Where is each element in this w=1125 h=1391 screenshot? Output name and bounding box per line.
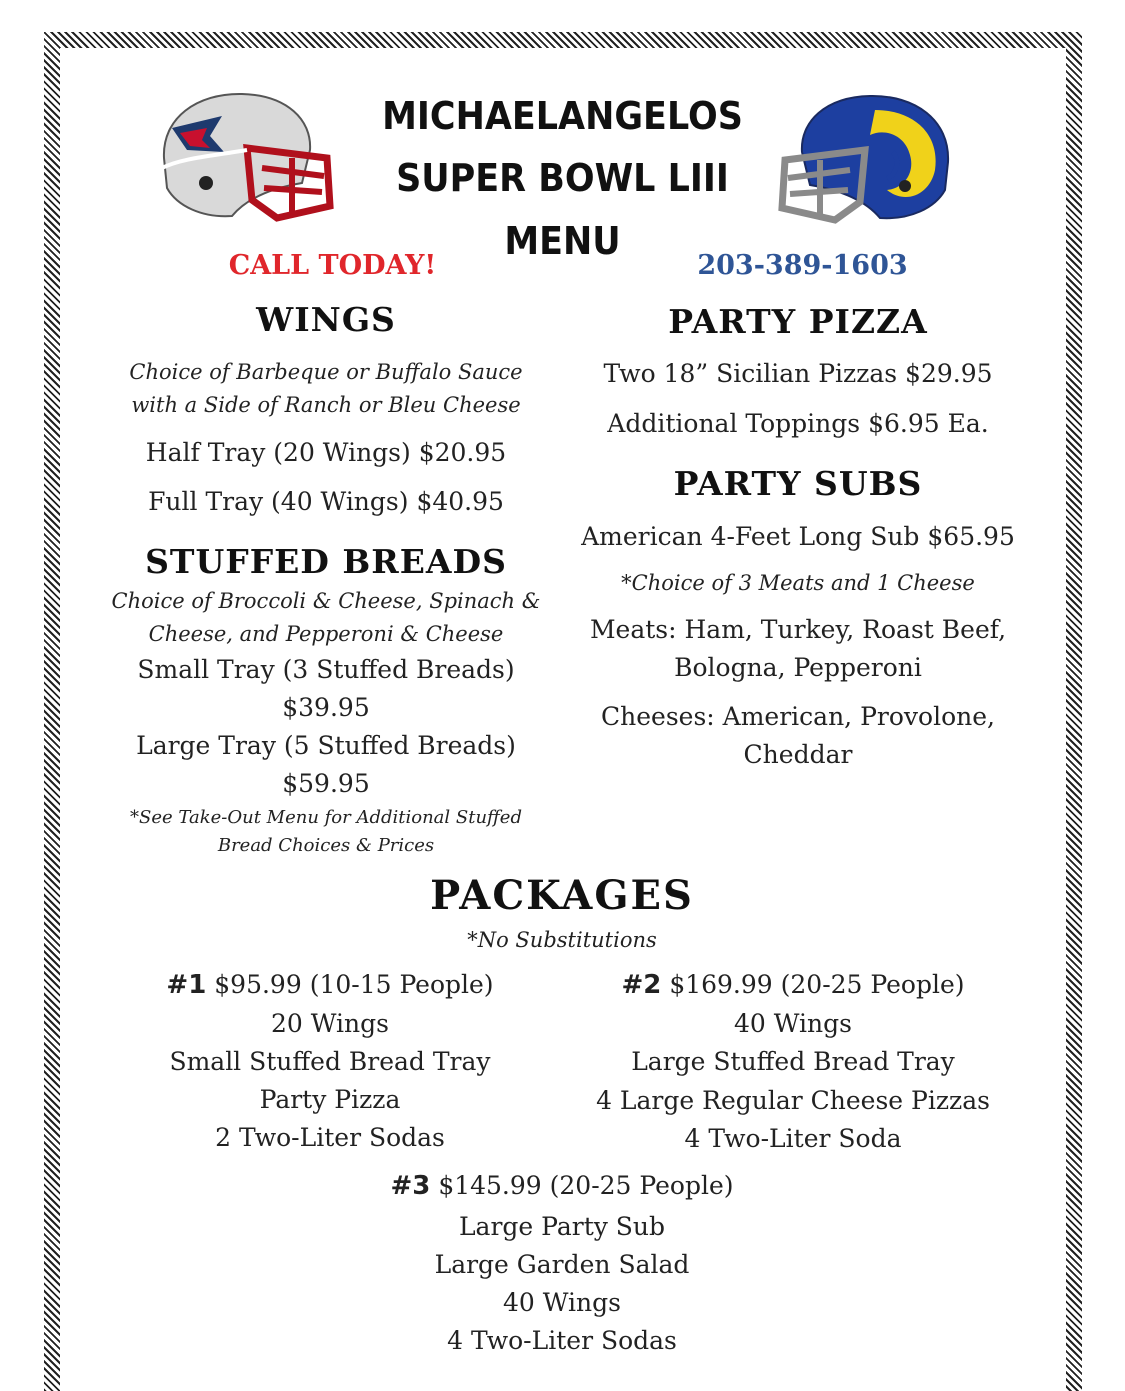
wings-heading: WINGS	[256, 300, 396, 339]
stuffed-large-tray: Large Tray (5 Stuffed Breads)	[136, 731, 516, 760]
stuffed-note-line1: Choice of Broccoli & Cheese, Spinach &	[111, 589, 541, 613]
pizza-toppings: Additional Toppings $6.95 Ea.	[607, 409, 989, 438]
subs-cheeses-line2: Cheddar	[743, 740, 853, 769]
menu-title-line1: MICHAELANGELOS	[382, 94, 743, 138]
stuffed-footnote-line1: *See Take-Out Menu for Additional Stuffed	[130, 807, 522, 828]
package-1-item: Small Stuffed Bread Tray	[169, 1047, 491, 1076]
package-2-item: 4 Large Regular Cheese Pizzas	[596, 1086, 990, 1115]
package-3-number: #3	[390, 1171, 431, 1201]
packages-note: *No Substitutions	[467, 928, 657, 952]
subs-choice-note: *Choice of 3 Meats and 1 Cheese	[621, 571, 975, 595]
package-2-number: #2	[621, 970, 662, 1000]
subs-meats-line2: Bologna, Pepperoni	[674, 653, 922, 682]
menu-title-line3: MENU	[504, 219, 621, 263]
package-3-item: Large Garden Salad	[434, 1250, 690, 1279]
package-3-item: Large Party Sub	[458, 1212, 666, 1241]
package-1-item: 20 Wings	[271, 1009, 389, 1038]
subs-cheeses-line1: Cheeses: American, Provolone,	[601, 702, 995, 731]
subs-long-sub: American 4-Feet Long Sub $65.95	[581, 522, 1015, 551]
pizza-sicilian: Two 18” Sicilian Pizzas $29.95	[603, 359, 993, 388]
patriots-helmet-icon	[152, 88, 337, 228]
package-2-item: 40 Wings	[734, 1009, 852, 1038]
wings-note-line2: with a Side of Ranch or Bleu Cheese	[131, 393, 521, 417]
packages-heading: PACKAGES	[430, 872, 694, 919]
package-1-price: $95.99 (10-15 People)	[214, 970, 494, 999]
package-3-price: $145.99 (20-25 People)	[438, 1171, 734, 1200]
phone-number[interactable]: 203-389-1603	[697, 250, 908, 281]
stuffed-small-tray: Small Tray (3 Stuffed Breads)	[137, 655, 515, 684]
stuffed-breads-heading: STUFFED BREADS	[145, 542, 507, 581]
call-today-text: CALL TODAY!	[228, 250, 437, 281]
wings-note-line1: Choice of Barbeque or Buffalo Sauce	[129, 360, 523, 384]
party-subs-heading: PARTY SUBS	[673, 464, 923, 503]
package-1-item: 2 Two-Liter Sodas	[215, 1123, 445, 1152]
subs-meats-line1: Meats: Ham, Turkey, Roast Beef,	[589, 615, 1007, 644]
package-3-header	[342, 1167, 782, 1205]
package-3-item: 40 Wings	[503, 1288, 621, 1317]
package-1-number: #1	[166, 970, 207, 1000]
package-1-header	[110, 966, 550, 1004]
stuffed-note-line2: Cheese, and Pepperoni & Cheese	[148, 622, 504, 646]
rams-helmet-icon	[775, 90, 960, 230]
package-2-item: 4 Two-Liter Soda	[684, 1124, 902, 1153]
wings-full-tray: Full Tray (40 Wings) $40.95	[148, 487, 504, 516]
package-3-item: 4 Two-Liter Sodas	[447, 1326, 677, 1355]
stuffed-footnote-line2: Bread Choices & Prices	[217, 835, 435, 856]
party-pizza-heading: PARTY PIZZA	[668, 302, 928, 341]
package-2-header	[568, 966, 1018, 1004]
package-2-price: $169.99 (20-25 People)	[669, 970, 965, 999]
package-2-item: Large Stuffed Bread Tray	[631, 1047, 955, 1076]
stuffed-large-price: $59.95	[282, 769, 370, 798]
package-1-item: Party Pizza	[259, 1085, 401, 1114]
wings-half-tray: Half Tray (20 Wings) $20.95	[145, 438, 507, 467]
menu-title-line2: SUPER BOWL LIII	[396, 156, 729, 200]
stuffed-small-price: $39.95	[282, 693, 370, 722]
